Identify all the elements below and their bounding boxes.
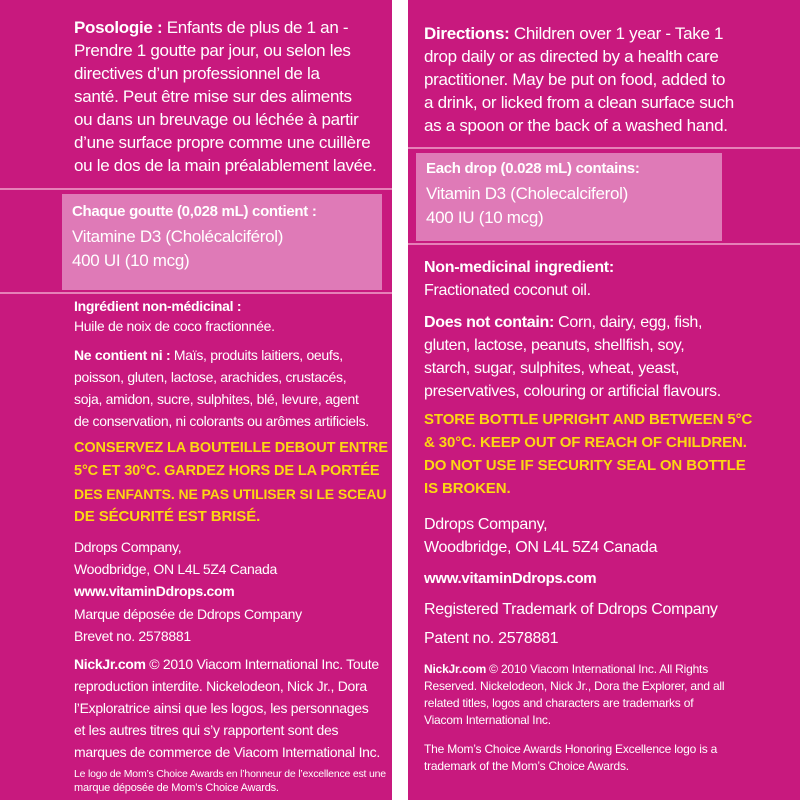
not-contain-text: Maïs, produits laitiers, oeufs, xyxy=(170,347,343,363)
drop-ingredient: Vitamin D3 (Cholecalciferol) xyxy=(426,184,628,203)
not-contain-line-3: starch, sugar, sulphites, wheat, yeast, xyxy=(424,360,680,377)
website-link[interactable]: www.vitaminDdrops.com xyxy=(74,583,235,599)
nonmed-value: Huile de noix de coco fractionnée. xyxy=(74,318,275,334)
warning-line-1: STORE BOTTLE UPRIGHT AND BETWEEN 5°C xyxy=(424,411,753,428)
moms-choice-line-2: trademark of the Mom’s Choice Awards. xyxy=(424,759,629,773)
nickjr-line-2: reproduction interdite. Nickelodeon, Nick Jr., Dora xyxy=(74,678,367,694)
dosage-line-5: ou dans un breuvage ou léchée à partir xyxy=(74,110,359,129)
warning-line-4: IS BROKEN. xyxy=(424,480,511,497)
nickjr-line-3: l’Exploratrice ainsi que les logos, les personnages xyxy=(74,700,369,716)
trademark-text: Marque déposée de Ddrops Company xyxy=(74,606,302,622)
not-contain-label: Ne contient ni : xyxy=(74,347,171,363)
nickjr-line-2: Reserved. Nickelodeon, Nick Jr., Dora the Explorer, and all xyxy=(424,679,725,693)
warning-line-3: DES ENFANTS. NE PAS UTILISER SI LE SCEAU xyxy=(74,486,387,502)
website-link[interactable]: www.vitaminDdrops.com xyxy=(424,570,597,587)
divider xyxy=(408,243,800,245)
dosage-line-3: directives d’un professionnel de la xyxy=(74,64,320,83)
dosage-text: Enfants de plus de 1 an - xyxy=(162,18,349,37)
drop-amount: 400 IU (10 mcg) xyxy=(426,208,544,227)
drop-amount: 400 UI (10 mcg) xyxy=(72,251,190,270)
nickjr-line-3: related titles, logos and characters are trademarks of xyxy=(424,696,694,710)
dosage-line-4: santé. Peut être mise sur des aliments xyxy=(74,87,352,106)
divider xyxy=(408,147,800,149)
patent-text: Patent no. 2578881 xyxy=(424,630,559,647)
nickjr-line-4: et les autres titres qui s’y rapportent sont des xyxy=(74,722,339,738)
company-line-1: Ddrops Company, xyxy=(74,539,182,555)
nonmed-value: Fractionated coconut oil. xyxy=(424,282,591,299)
company-line-2: Woodbridge, ON L4L 5Z4 Canada xyxy=(74,561,277,577)
nickjr-text: © 2010 Viacom International Inc. Toute xyxy=(145,656,379,672)
company-line-1: Ddrops Company, xyxy=(424,516,548,533)
not-contain-text: Corn, dairy, egg, fish, xyxy=(554,314,703,331)
warning-line-2: & 30°C. KEEP OUT OF REACH OF CHILDREN. xyxy=(424,434,747,451)
moms-choice-line-2: marque déposée de Mom’s Choice Awards. xyxy=(74,782,279,794)
divider xyxy=(0,188,392,190)
warning-line-3: DO NOT USE IF SECURITY SEAL ON BOTTLE xyxy=(424,457,746,474)
not-contain-line-4: preservatives, colouring or artificial flavours. xyxy=(424,383,721,400)
divider xyxy=(0,292,392,294)
directions-line-4: a drink, or licked from a clean surface such xyxy=(424,93,734,112)
dosage-line-2: Prendre 1 goutte par jour, ou selon les xyxy=(74,41,351,60)
warning-line-1: CONSERVEZ LA BOUTEILLE DEBOUT ENTRE xyxy=(74,440,388,456)
french-label-panel xyxy=(0,0,392,800)
not-contain-line-2: poisson, gluten, lactose, arachides, crustacés, xyxy=(74,369,347,385)
english-label-panel xyxy=(408,0,800,800)
not-contain-label: Does not contain: xyxy=(424,314,555,331)
drop-heading: Each drop (0.028 mL) contains: xyxy=(426,160,640,177)
nickjr-text: © 2010 Viacom International Inc. All Rights xyxy=(486,662,708,676)
nickjr-line-1 xyxy=(74,655,379,673)
moms-choice-line-1: The Mom’s Choice Awards Honoring Excellence logo is a xyxy=(424,742,718,756)
directions-label: Directions: xyxy=(424,24,510,43)
company-line-2: Woodbridge, ON L4L 5Z4 Canada xyxy=(424,539,658,556)
not-contain-line-1 xyxy=(74,346,343,364)
not-contain-line-2: gluten, lactose, peanuts, shellfish, soy, xyxy=(424,337,685,354)
not-contain-line-4: de conservation, ni colorants ou arômes artificiels. xyxy=(74,413,369,429)
warning-line-4: DE SÉCURITÉ EST BRISÉ. xyxy=(74,508,261,525)
dosage-line-7: ou le dos de la main préalablement lavée. xyxy=(74,156,377,175)
nonmed-heading: Ingrédient non-médicinal : xyxy=(74,298,242,314)
nickjr-label: NickJr.com xyxy=(74,656,146,672)
nickjr-line-1 xyxy=(424,661,708,677)
nickjr-line-5: marques de commerce de Viacom International Inc. xyxy=(74,744,380,760)
directions-line-1 xyxy=(424,22,723,45)
dosage-label: Posologie : xyxy=(74,18,163,37)
nickjr-line-4: Viacom International Inc. xyxy=(424,713,551,727)
directions-text: Children over 1 year - Take 1 xyxy=(509,24,724,43)
trademark-text: Registered Trademark of Ddrops Company xyxy=(424,601,718,618)
not-contain-line-3: soja, amidon, sucre, sulphites, blé, levure, agent xyxy=(74,391,359,407)
directions-line-5: as a spoon or the back of a washed hand. xyxy=(424,116,728,135)
drop-heading: Chaque goutte (0,028 mL) contient : xyxy=(72,203,317,220)
directions-line-2: drop daily or as directed by a health care xyxy=(424,47,719,66)
patent-text: Brevet no. 2578881 xyxy=(74,628,191,644)
not-contain-line-1 xyxy=(424,311,702,334)
dosage-line-1 xyxy=(74,16,348,39)
nonmed-heading: Non-medicinal ingredient: xyxy=(424,259,614,276)
directions-line-3: practitioner. May be put on food, added to xyxy=(424,70,726,89)
moms-choice-line-1: Le logo de Mom’s Choice Awards en l’honneur de l’excellence est une xyxy=(74,768,386,780)
warning-line-2: 5°C ET 30°C. GARDEZ HORS DE LA PORTÉE xyxy=(74,463,380,479)
dosage-line-6: d’une surface propre comme une cuillère xyxy=(74,133,371,152)
panel-separator xyxy=(392,0,408,800)
nickjr-label: NickJr.com xyxy=(424,662,487,676)
drop-ingredient: Vitamine D3 (Cholécalciférol) xyxy=(72,227,284,246)
